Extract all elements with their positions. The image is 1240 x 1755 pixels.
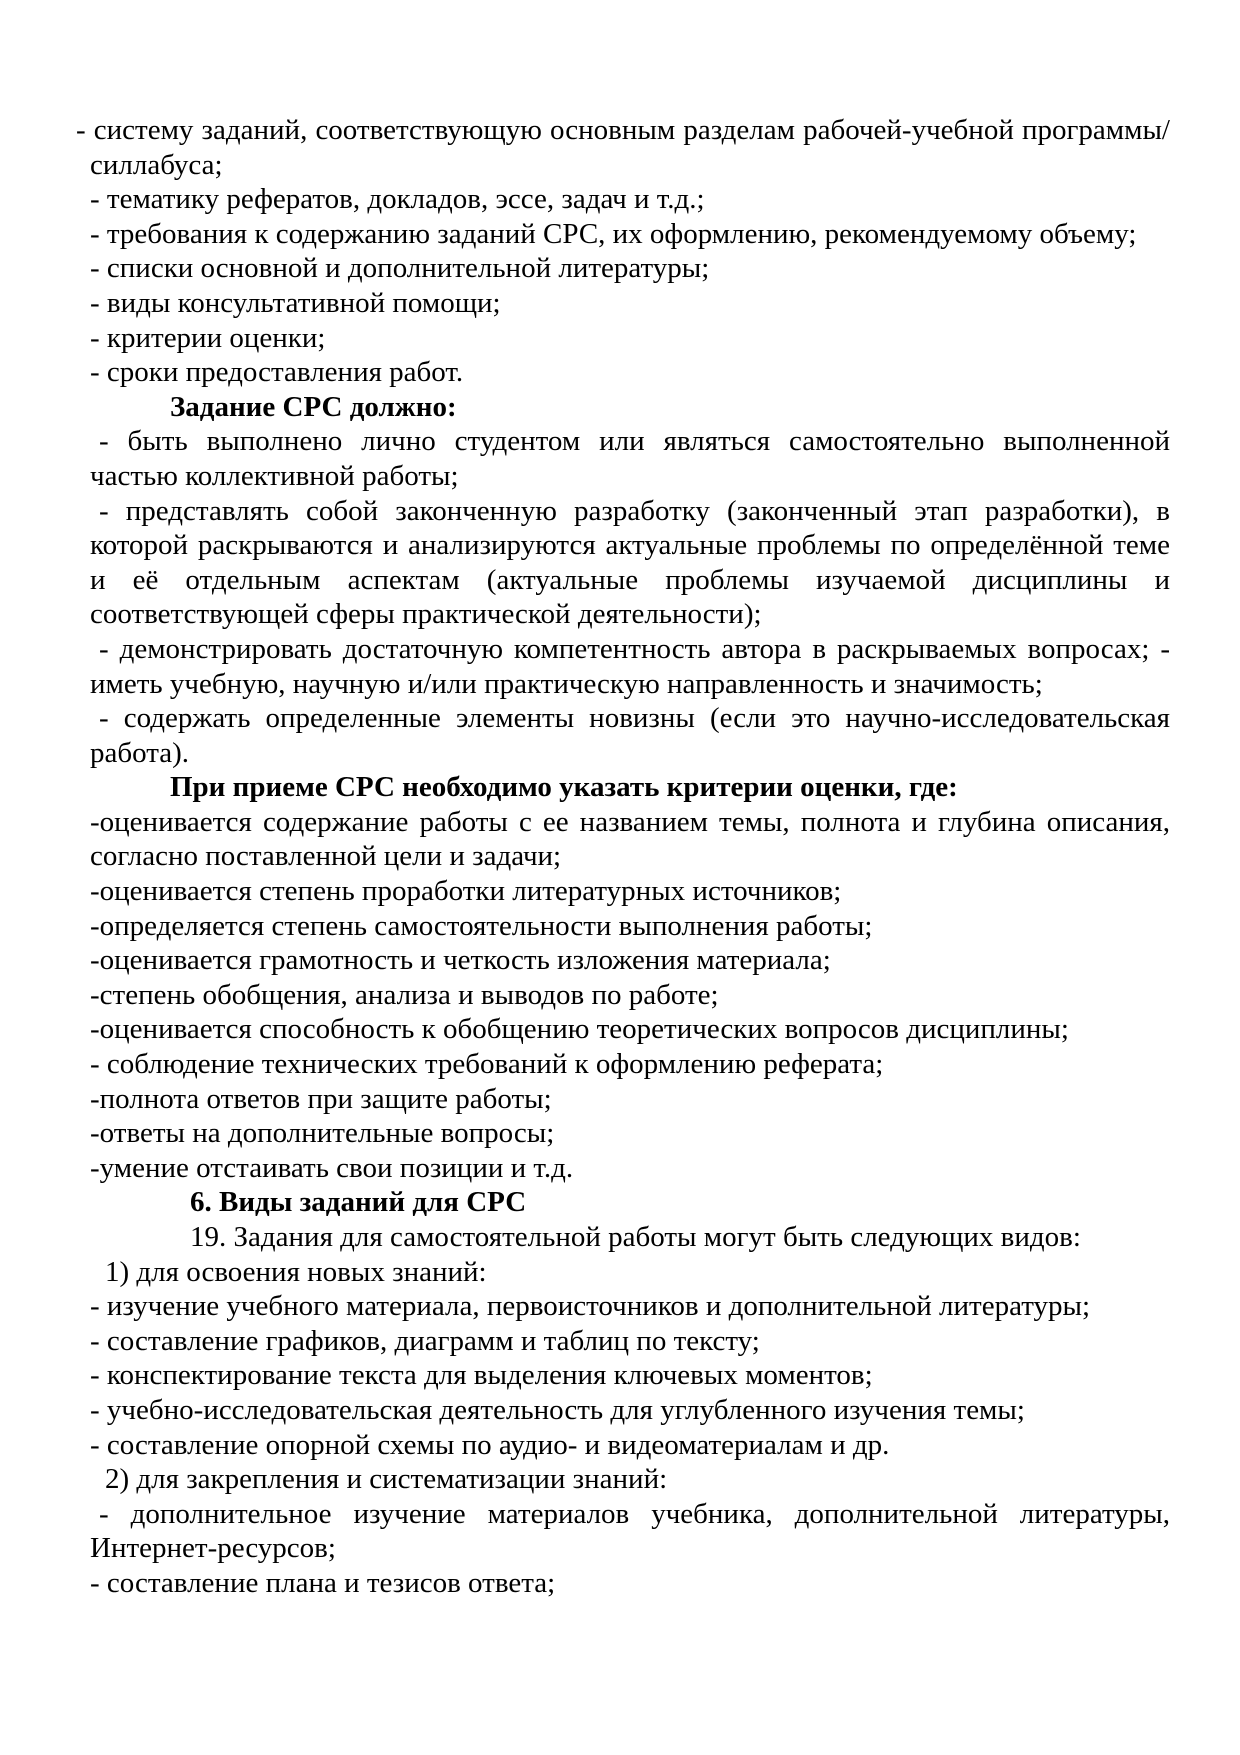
document-content	[76, 113, 1170, 1601]
list-item: - представлять собой законченную разработку (законченный этап разработки), в которой раскрываются и анализируются актуальные проблемы по определённой теме и её отдельным аспектам (актуальные проблемы изучаемой дисциплины и соответствующей сферы практической деятельности);	[90, 494, 1170, 631]
list-item: - сроки предоставления работ.	[90, 356, 464, 389]
list-item: - составление плана и тезисов ответа;	[90, 1566, 556, 1599]
list-item: - критерии оценки;	[90, 321, 326, 354]
list-item: - требования к содержанию заданий СРС, их оформлению, рекомендуемому объему;	[90, 217, 1137, 250]
list-item: - демонстрировать достаточную компетентность автора в раскрываемых вопросах; - иметь учебную, научную и/или практическую направленность и значимость;	[90, 632, 1170, 700]
list-item: -степень обобщения, анализа и выводов по работе;	[90, 978, 719, 1011]
list-item: -оценивается грамотность и четкость изложения материала;	[90, 944, 831, 977]
list-item: - систему заданий, соответствующую основным разделам рабочей-учебной программы/силлабуса;	[76, 114, 1170, 181]
list-lead-in: 2) для закрепления и систематизации знаний:	[105, 1463, 668, 1496]
list-item: - учебно-исследовательская деятельность для углубленного изучения темы;	[90, 1393, 1025, 1426]
list-item: -умение отстаивать свои позиции и т.д.	[90, 1151, 574, 1184]
subheading: При приеме СРС необходимо указать критерии оценки, где:	[170, 771, 958, 804]
list-item: -ответы на дополнительные вопросы;	[90, 1117, 555, 1150]
list-item: -полнота ответов при защите работы;	[90, 1082, 552, 1115]
list-item: -определяется степень самостоятельности выполнения работы;	[90, 909, 873, 942]
list-item: - содержать определенные элементы новизны (если это научно-исследовательская работа).	[90, 702, 1170, 769]
list-item: -оценивается степень проработки литературных источников;	[90, 875, 842, 908]
list-item: - списки основной и дополнительной литературы;	[90, 252, 710, 285]
list-item: - изучение учебного материала, первоисточников и дополнительной литературы;	[90, 1290, 1091, 1323]
list-item: - конспектирование текста для выделения ключевых моментов;	[90, 1359, 873, 1392]
section-heading: 6. Виды заданий для СРС	[190, 1186, 527, 1219]
list-item: - виды консультативной помощи;	[90, 286, 501, 319]
subheading: Задание СРС должно:	[170, 390, 457, 423]
numbered-paragraph: 19. Задания для самостоятельной работы могут быть следующих видов:	[190, 1221, 1081, 1253]
list-item: - составление опорной схемы по аудио- и видеоматериалам и др.	[90, 1428, 890, 1461]
list-item: - составление графиков, диаграмм и таблиц по тексту;	[90, 1324, 760, 1357]
list-lead-in: 1) для освоения новых знаний:	[105, 1255, 487, 1288]
list-item: - дополнительное изучение материалов учебника, дополнительной литературы, Интернет-ресурсов;	[90, 1497, 1170, 1565]
list-item: - быть выполнено лично студентом или являться самостоятельно выполненной частью коллективной работы;	[90, 425, 1170, 492]
list-item: -оценивается способность к обобщению теоретических вопросов дисциплины;	[90, 1013, 1069, 1046]
list-item: - тематику рефератов, докладов, эссе, задач и т.д.;	[90, 183, 705, 216]
list-item: - соблюдение технических требований к оформлению реферата;	[90, 1048, 884, 1081]
list-item: -оценивается содержание работы с ее названием темы, полнота и глубина описания, согласно поставленной цели и задачи;	[90, 805, 1170, 873]
